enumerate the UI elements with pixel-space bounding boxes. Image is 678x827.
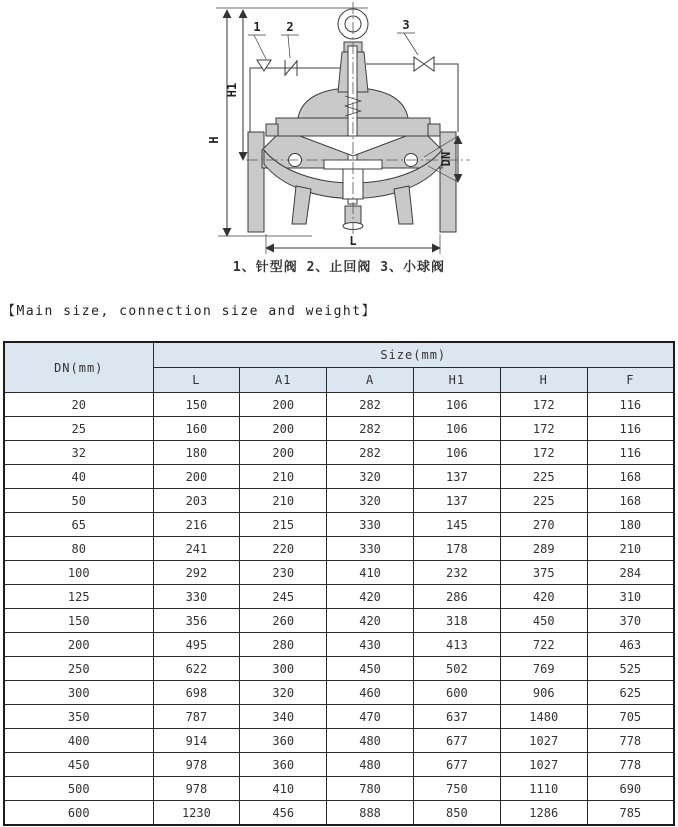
a-cell: 430: [327, 633, 414, 657]
a1-cell: 210: [240, 465, 327, 489]
h1-cell: 502: [413, 657, 500, 681]
h1-cell: 137: [413, 465, 500, 489]
l-cell: 292: [153, 561, 240, 585]
a-cell: 282: [327, 393, 414, 417]
h-cell: 1027: [500, 753, 587, 777]
l-cell: 622: [153, 657, 240, 681]
f-cell: 778: [587, 729, 674, 753]
needle-valve-symbol: [257, 60, 271, 71]
a1-cell: 210: [240, 489, 327, 513]
l-cell: 203: [153, 489, 240, 513]
h1-cell: 137: [413, 489, 500, 513]
a-cell: 480: [327, 729, 414, 753]
dn-cell: 400: [4, 729, 153, 753]
a-cell: 330: [327, 513, 414, 537]
table-header: [4, 342, 674, 393]
table-row: [4, 777, 674, 801]
f-cell: 210: [587, 537, 674, 561]
a1-cell: 360: [240, 729, 327, 753]
dn-cell: 65: [4, 513, 153, 537]
table-row: [4, 489, 674, 513]
dimension-l: [266, 234, 440, 254]
f-cell: 180: [587, 513, 674, 537]
h-cell: 1027: [500, 729, 587, 753]
l-cell: 241: [153, 537, 240, 561]
h1-cell: 178: [413, 537, 500, 561]
a-cell: 410: [327, 561, 414, 585]
table-body: [4, 393, 674, 826]
h-cell: 172: [500, 393, 587, 417]
a-cell: 450: [327, 657, 414, 681]
a-cell: 320: [327, 489, 414, 513]
h1-cell: 106: [413, 393, 500, 417]
h1-cell: 677: [413, 729, 500, 753]
table-row: [4, 513, 674, 537]
h1-cell: 286: [413, 585, 500, 609]
a1-cell: 320: [240, 681, 327, 705]
part-label-1: [248, 20, 266, 59]
table-row: [4, 801, 674, 826]
a-cell: 420: [327, 585, 414, 609]
f-cell: 168: [587, 489, 674, 513]
part-label-3: [397, 18, 418, 55]
f-cell: 370: [587, 609, 674, 633]
a-cell: 780: [327, 777, 414, 801]
a-cell: 470: [327, 705, 414, 729]
a1-cell: 215: [240, 513, 327, 537]
h1-cell: 677: [413, 753, 500, 777]
col-header: H1: [413, 368, 500, 393]
section-heading: 【Main size, connection size and weight】: [2, 304, 377, 319]
table-row: [4, 561, 674, 585]
f-cell: 778: [587, 753, 674, 777]
a1-cell: 456: [240, 801, 327, 826]
h-cell: 270: [500, 513, 587, 537]
f-cell: 284: [587, 561, 674, 585]
dn-cell: 150: [4, 609, 153, 633]
col-header: F: [587, 368, 674, 393]
h-cell: 906: [500, 681, 587, 705]
dim-label-h1: H1: [225, 82, 239, 98]
table-row: [4, 465, 674, 489]
f-cell: 116: [587, 393, 674, 417]
table-row: [4, 609, 674, 633]
dn-cell: 40: [4, 465, 153, 489]
size-table: [3, 341, 675, 826]
diagram-caption: 1、针型阀 2、止回阀 3、小球阀: [232, 260, 446, 275]
a-cell: 460: [327, 681, 414, 705]
dim-label-dn: DN: [439, 151, 453, 167]
left-lug: [266, 124, 278, 136]
h-cell: 450: [500, 609, 587, 633]
right-lug: [428, 124, 440, 136]
part-number-1: 1: [253, 20, 261, 34]
h-cell: 375: [500, 561, 587, 585]
f-cell: 785: [587, 801, 674, 826]
a1-cell: 300: [240, 657, 327, 681]
f-cell: 463: [587, 633, 674, 657]
a1-cell: 200: [240, 393, 327, 417]
col-header: A1: [240, 368, 327, 393]
h-cell: 722: [500, 633, 587, 657]
valve-diagram: [0, 0, 678, 278]
f-cell: 310: [587, 585, 674, 609]
dn-cell: 200: [4, 633, 153, 657]
part-number-3: 3: [402, 18, 410, 32]
dim-label-h: H: [207, 136, 221, 144]
a1-cell: 200: [240, 417, 327, 441]
left-flange: [248, 132, 264, 232]
h-cell: 225: [500, 465, 587, 489]
h-cell: 769: [500, 657, 587, 681]
h1-cell: 850: [413, 801, 500, 826]
right-foot: [394, 186, 413, 224]
h1-cell: 637: [413, 705, 500, 729]
a1-cell: 230: [240, 561, 327, 585]
l-cell: 150: [153, 393, 240, 417]
h-cell: 225: [500, 489, 587, 513]
f-cell: 116: [587, 417, 674, 441]
a1-cell: 360: [240, 753, 327, 777]
h1-cell: 106: [413, 441, 500, 465]
dn-cell: 300: [4, 681, 153, 705]
table-row: [4, 537, 674, 561]
ball-valve-symbol: [414, 57, 434, 71]
h-cell: 1110: [500, 777, 587, 801]
valve-drawing: [0, 0, 678, 258]
a-cell: 888: [327, 801, 414, 826]
left-foot: [292, 186, 311, 224]
dn-cell: 50: [4, 489, 153, 513]
dn-cell: 32: [4, 441, 153, 465]
f-cell: 705: [587, 705, 674, 729]
table-row: [4, 753, 674, 777]
h1-cell: 232: [413, 561, 500, 585]
h1-cell: 318: [413, 609, 500, 633]
l-cell: 160: [153, 417, 240, 441]
dn-cell: 500: [4, 777, 153, 801]
f-cell: 116: [587, 441, 674, 465]
a1-cell: 410: [240, 777, 327, 801]
h1-cell: 106: [413, 417, 500, 441]
h1-cell: 750: [413, 777, 500, 801]
l-cell: 787: [153, 705, 240, 729]
h-cell: 1286: [500, 801, 587, 826]
dimension-h1: [225, 10, 243, 160]
table-row: [4, 657, 674, 681]
col-header-size: Size(mm): [153, 342, 674, 368]
dn-cell: 250: [4, 657, 153, 681]
table-row: [4, 633, 674, 657]
a-cell: 282: [327, 441, 414, 465]
f-cell: 690: [587, 777, 674, 801]
h1-cell: 600: [413, 681, 500, 705]
table-row: [4, 705, 674, 729]
a-cell: 420: [327, 609, 414, 633]
dn-cell: 600: [4, 801, 153, 826]
l-cell: 330: [153, 585, 240, 609]
a-cell: 282: [327, 417, 414, 441]
h-cell: 172: [500, 441, 587, 465]
table-row: [4, 681, 674, 705]
h-cell: 289: [500, 537, 587, 561]
part-label-2: [281, 20, 299, 58]
col-header: H: [500, 368, 587, 393]
a1-cell: 200: [240, 441, 327, 465]
l-cell: 216: [153, 513, 240, 537]
dn-cell: 450: [4, 753, 153, 777]
col-header-dn: DN(mm): [4, 342, 153, 393]
a1-cell: 245: [240, 585, 327, 609]
l-cell: 180: [153, 441, 240, 465]
dn-cell: 80: [4, 537, 153, 561]
right-flange: [440, 132, 456, 232]
h-cell: 1480: [500, 705, 587, 729]
f-cell: 525: [587, 657, 674, 681]
h-cell: 172: [500, 417, 587, 441]
dn-cell: 20: [4, 393, 153, 417]
l-cell: 1230: [153, 801, 240, 826]
dim-label-l: L: [349, 234, 357, 248]
l-cell: 200: [153, 465, 240, 489]
f-cell: 625: [587, 681, 674, 705]
col-header: L: [153, 368, 240, 393]
l-cell: 978: [153, 777, 240, 801]
l-cell: 698: [153, 681, 240, 705]
table-row: [4, 729, 674, 753]
f-cell: 168: [587, 465, 674, 489]
a-cell: 480: [327, 753, 414, 777]
dn-cell: 350: [4, 705, 153, 729]
dn-cell: 125: [4, 585, 153, 609]
a1-cell: 280: [240, 633, 327, 657]
l-cell: 495: [153, 633, 240, 657]
h1-cell: 413: [413, 633, 500, 657]
dn-cell: 100: [4, 561, 153, 585]
table-row: [4, 417, 674, 441]
table-row: [4, 393, 674, 417]
l-cell: 978: [153, 753, 240, 777]
header-row-1: [4, 342, 674, 368]
table-row: [4, 585, 674, 609]
a-cell: 320: [327, 465, 414, 489]
table-row: [4, 441, 674, 465]
dimension-h: [207, 10, 227, 236]
a1-cell: 260: [240, 609, 327, 633]
l-cell: 356: [153, 609, 240, 633]
part-number-2: 2: [286, 20, 294, 34]
h-cell: 420: [500, 585, 587, 609]
col-header: A: [327, 368, 414, 393]
a-cell: 330: [327, 537, 414, 561]
l-cell: 914: [153, 729, 240, 753]
a1-cell: 340: [240, 705, 327, 729]
h1-cell: 145: [413, 513, 500, 537]
dn-cell: 25: [4, 417, 153, 441]
a1-cell: 220: [240, 537, 327, 561]
